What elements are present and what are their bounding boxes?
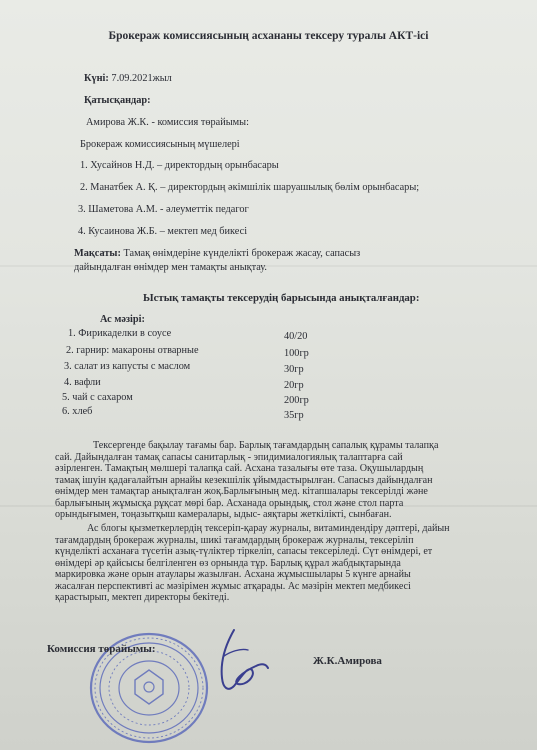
paragraph-line: Тексергенде бақылау тағамы бар. Барлық тағамдардың сапалық құрамы талапқа <box>93 440 439 451</box>
paragraph-line: сай. Дайындалған тамақ сапасы санитарлық - эпидимиалогиялық талаптарға сай <box>55 451 403 463</box>
menu-item-amount: 40/20 <box>284 331 308 342</box>
menu-item-amount: 200гр <box>284 395 309 406</box>
menu-item-amount: 100гр <box>284 348 309 359</box>
paragraph-line: маркировка және орын атаулары жазылған. Асхана жұмысшылары 5 күнге арнайы <box>55 569 411 580</box>
purpose-text: Тамақ өнімдеріне күнделікті брокераж жасау, сапасыз <box>120 248 361 259</box>
paragraph-line: қарастырып, мектеп директоры бекітеді. <box>55 592 230 603</box>
purpose-text-line-2: дайындалған өнімдер мен тамақты анықтау. <box>74 262 267 273</box>
purpose-label: Мақсаты: <box>74 248 121 259</box>
member-item: 2. Манатбек А. Қ. – директордың әкімшілік шаруашылық бөлім орынбасары; <box>80 182 420 193</box>
menu-item-name: 3. салат из капусты с маслом <box>64 361 191 372</box>
paragraph-line: өнімдері әр қайсысы белгіленген өз орнында тұр. Барлық құрал жабдықтарында <box>55 557 401 569</box>
signature-role-label: Комиссия төрайымы: <box>47 643 156 655</box>
paragraph-line: өнімдер мен тамақтар анықталған жоқ.Барлығының мед. кітапшалары тексерілді және <box>55 486 428 497</box>
paragraph-line: жасалған перспективті ас мәзірімен жұмыс атқарады. Ас мәзірін мектеп медбикесі <box>55 580 411 592</box>
inspection-paragraph-1 <box>55 440 438 521</box>
paragraph-line: орындығымен, тоңазытқыш камералары, ыдыс- аяқтары жеткілікті, сынбаған. <box>55 509 392 520</box>
section-heading: Ыстық тамақты тексерудің барысында анықталғандар: <box>143 292 420 304</box>
paragraph-line: Ас блогы қызметкерлердің тексеріп-қарау журналы, витаминдендіру дәптері, дайын <box>87 523 450 534</box>
paragraph-line: тамақ ішуін қадағалайтын арнайы кезекшілік ұйымдастырылған. Сапасыз дайындалған <box>55 474 433 486</box>
date-label: Күні: <box>84 73 109 84</box>
document-title: Брокераж комиссиясының асхананы тексеру туралы АКТ-ісі <box>108 30 429 42</box>
signatory-name: Ж.К.Амирова <box>313 655 382 667</box>
menu-item-amount: 20гр <box>284 380 304 391</box>
members-label: Брокераж комиссиясының мүшелері <box>80 139 240 150</box>
menu-item-name: 6. хлеб <box>62 406 93 417</box>
handwritten-signature <box>212 626 272 696</box>
menu-item-amount: 30гр <box>284 364 304 375</box>
paragraph-line: тағамдардың брокераж журналы, шикі тағамдардың брокераж журналы, тексеріліп <box>55 534 414 546</box>
menu-item-name: 5. чай с сахаром <box>62 392 133 403</box>
member-item: 3. Шаметова А.М. - әлеуметтік педагог <box>78 204 249 215</box>
paragraph-line: күнделікті асханаға түсетін азық-түліктер тіркеліп, сапасы тексеріледі. Сүт өнімдері, ет <box>55 546 433 557</box>
paragraph-line: әзірленген. Тамақтың мөлшері талапқа сай. Асхана тазалығы өте таза. Оқушылардың <box>55 463 424 474</box>
date-line <box>84 73 172 84</box>
menu-item-name: 1. Фирикаделки в соусе <box>68 328 172 339</box>
inspection-paragraph-2 <box>55 523 450 604</box>
menu-item-amount: 35гр <box>284 410 304 421</box>
member-item: 1. Хусайнов Н.Д. – директордың орынбасары <box>80 160 279 171</box>
menu-item-name: 4. вафли <box>64 377 101 388</box>
purpose-line <box>74 248 360 259</box>
menu-label: Ас мәзірі: <box>100 314 145 325</box>
paragraph-line: барлығының жұмысқа рұқсат мөрі бар. Асханада орындық, стол және стол парта <box>55 497 404 509</box>
participants-label: Қатысқандар: <box>84 95 151 106</box>
menu-item-name: 2. гарнир: макароны отварные <box>66 345 199 356</box>
commission-chair: Амирова Ж.К. - комиссия төрайымы: <box>86 117 249 128</box>
date-value: 7.09.2021жыл <box>111 73 172 84</box>
member-item: 4. Кусаинова Ж.Б. – мектеп мед бикесі <box>78 226 248 237</box>
